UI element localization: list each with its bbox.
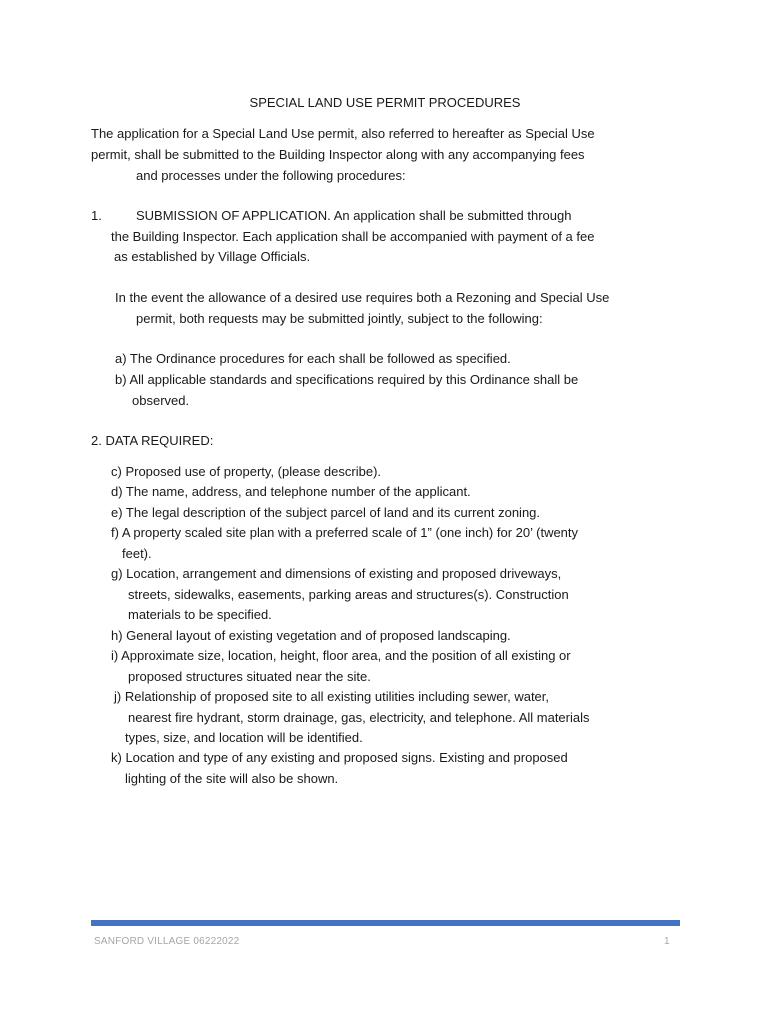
item-k-cont: lighting of the site will also be shown. [125,771,339,786]
page-number: 1 [664,936,670,947]
item-h: h) General layout of existing vegetation and of proposed landscaping. [111,628,511,643]
joint-request-line: permit, both requests may be submitted jointly, subject to the following: [136,311,543,326]
item-j-cont: nearest fire hydrant, storm drainage, gas, electricity, and telephone. All materials [128,710,590,725]
item-i-cont: proposed structures situated near the site. [128,669,371,684]
item-b-cont: observed. [132,393,190,408]
intro-line: The application for a Special Land Use permit, also referred to hereafter as Special Use [91,126,595,141]
page-title: SPECIAL LAND USE PERMIT PROCEDURES [249,95,521,110]
section-1-number: 1. [91,208,102,223]
section-1-line: as established by Village Officials. [114,249,311,264]
item-k: k) Location and type of any existing and proposed signs. Existing and proposed [111,750,568,765]
item-g: g) Location, arrangement and dimensions of existing and proposed driveways, [111,566,562,581]
item-g-cont: streets, sidewalks, easements, parking areas and structures(s). Construction [128,587,569,602]
intro-line: permit, shall be submitted to the Building Inspector along with any accompanying fees [91,147,585,162]
item-d: d) The name, address, and telephone number of the applicant. [111,484,471,499]
item-b: b) All applicable standards and specifications required by this Ordinance shall be [115,372,579,387]
footer-divider [91,920,680,926]
item-i: i) Approximate size, location, height, floor area, and the position of all existing or [111,648,571,663]
item-f: f) A property scaled site plan with a preferred scale of 1” (one inch) for 20’ (twenty [111,525,579,540]
section-1-line: the Building Inspector. Each application shall be accompanied with payment of a fee [111,229,595,244]
intro-line: and processes under the following procedures: [136,168,406,183]
item-f-cont: feet). [122,546,152,561]
item-g-cont: materials to be specified. [128,607,272,622]
section-1-line: SUBMISSION OF APPLICATION. An application shall be submitted through [136,208,572,223]
item-j: j) Relationship of proposed site to all existing utilities including sewer, water, [114,689,550,704]
item-e: e) The legal description of the subject parcel of land and its current zoning. [111,505,541,520]
item-a: a) The Ordinance procedures for each shall be followed as specified. [115,351,511,366]
item-c: c) Proposed use of property, (please describe). [111,464,382,479]
footer-label: SANFORD VILLAGE 06222022 [94,936,240,947]
joint-request-line: In the event the allowance of a desired use requires both a Rezoning and Special Use [115,290,610,305]
section-2-heading: 2. DATA REQUIRED: [91,433,214,448]
item-j-cont: types, size, and location will be identified. [125,730,363,745]
